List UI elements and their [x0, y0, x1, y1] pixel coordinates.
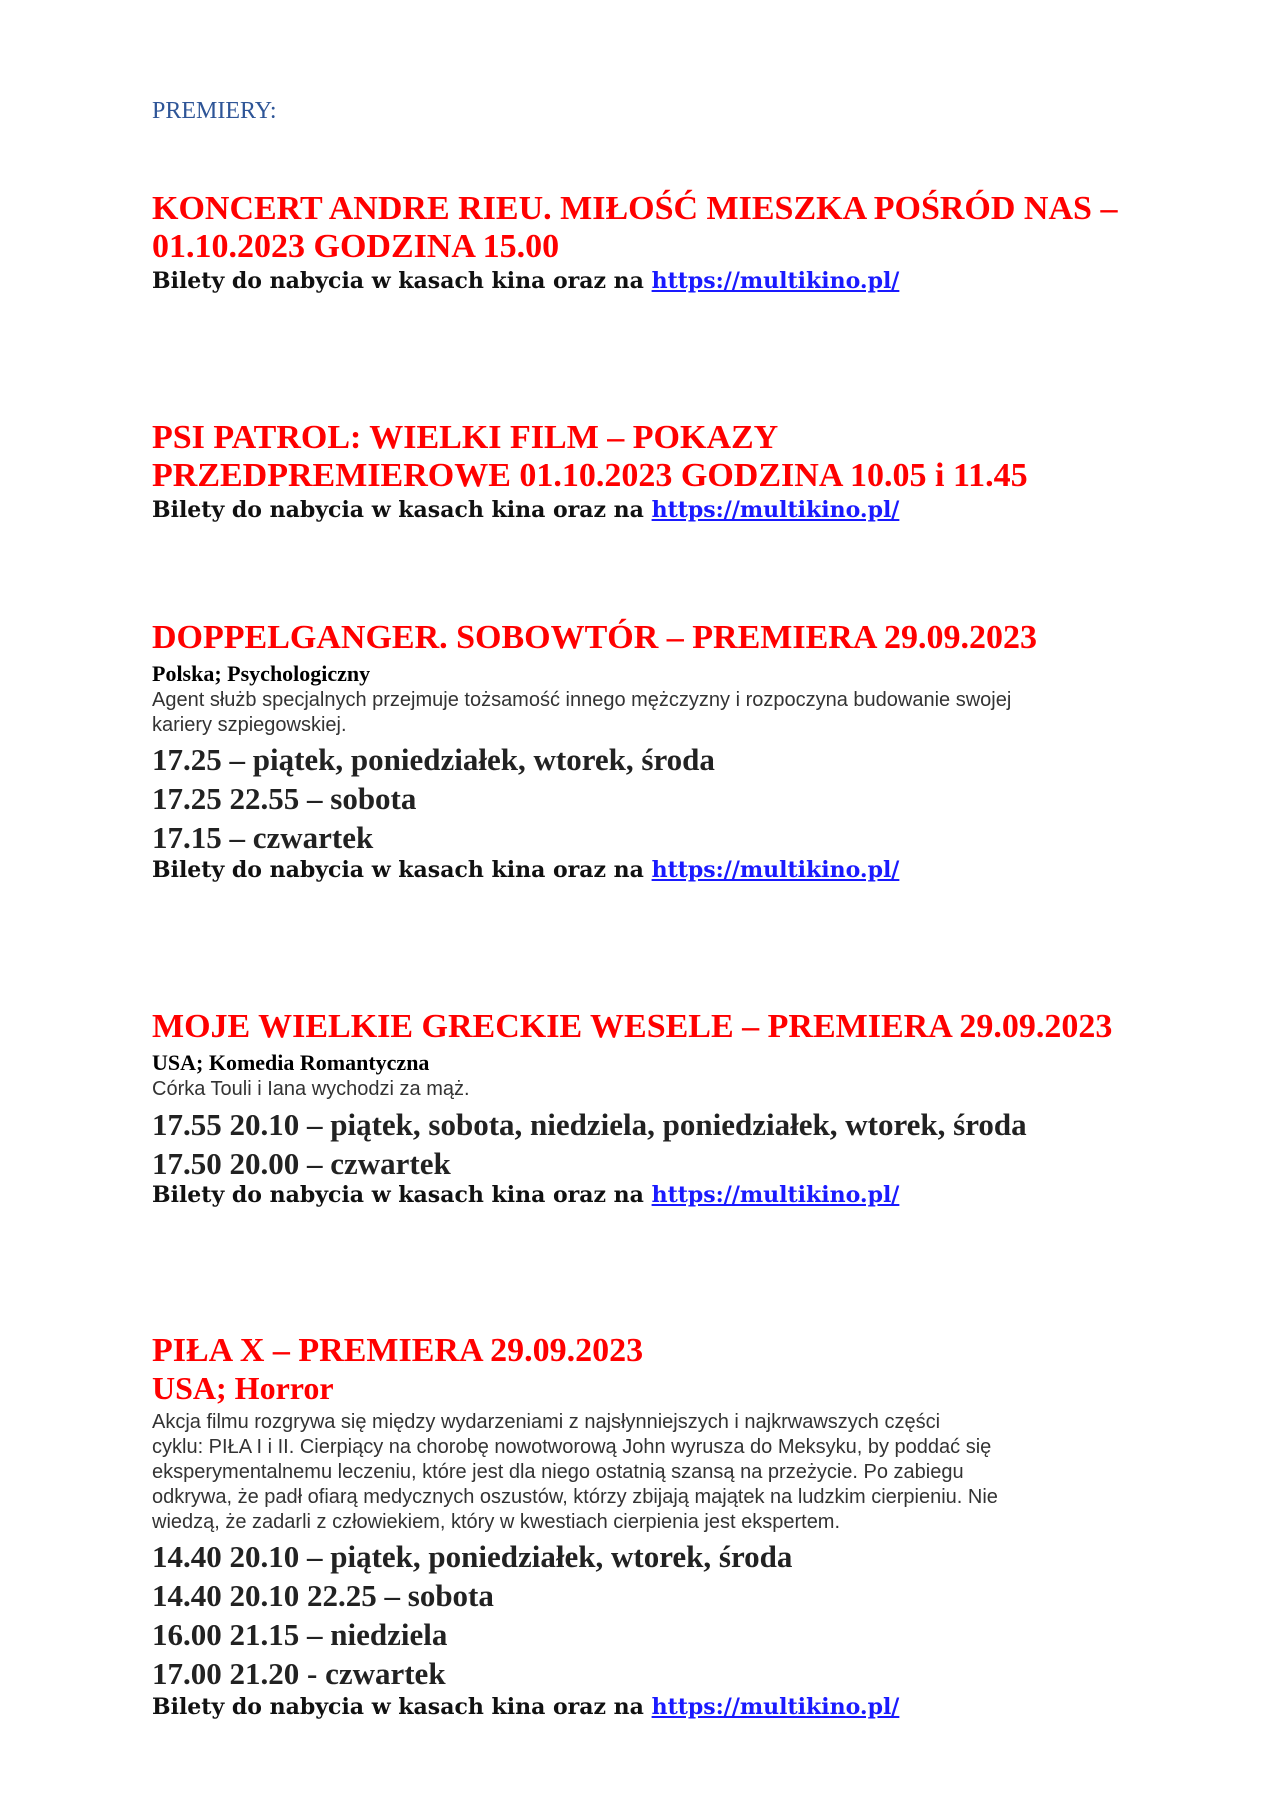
- tickets-link[interactable]: https://multikino.pl/: [651, 1694, 900, 1720]
- tickets-text: Bilety do nabycia w kasach kina oraz na: [152, 857, 652, 883]
- event-description: [152, 1410, 1152, 1535]
- description-line: Akcja filmu rozgrywa się między wydarzeniami z najsłynniejszych i najkrwawszych części: [152, 1411, 941, 1433]
- description-line: odkrywa, że padł ofiarą medycznych oszustów, którzy zbijają majątek na ludzkim cierpieniu. Nie: [152, 1486, 998, 1508]
- event-genre: USA; Horror: [152, 1370, 334, 1406]
- description-line: eksperymentalnemu leczeniu, które jest dla niego ostatnią szansą na przeżycie. Po zabiegu: [152, 1461, 964, 1483]
- showtime: 16.00 21.15 – niedziela: [152, 1617, 448, 1652]
- section-label: PREMIERY:: [152, 98, 277, 124]
- event-title-line: PRZEDPREMIEROWE 01.10.2023 GODZINA 10.05 i 11.45: [152, 457, 1028, 494]
- showtime: 17.50 20.00 – czwartek: [152, 1146, 451, 1181]
- tickets-text: Bilety do nabycia w kasach kina oraz na: [152, 1694, 652, 1720]
- showtime: 14.40 20.10 22.25 – sobota: [152, 1578, 494, 1613]
- tickets-line: [152, 1694, 899, 1720]
- showtime: 17.15 – czwartek: [152, 820, 374, 855]
- description-line: cyklu: PIŁA I i II. Cierpiący na chorobę nowotworową John wyrusza do Meksyku, by poddać się: [152, 1436, 992, 1458]
- showtime: 17.25 22.55 – sobota: [152, 781, 417, 816]
- showtime: 17.55 20.10 – piątek, sobota, niedziela, poniedziałek, wtorek, środa: [152, 1107, 1027, 1142]
- event-title-line: 01.10.2023 GODZINA 15.00: [152, 228, 560, 265]
- tickets-text: Bilety do nabycia w kasach kina oraz na: [152, 497, 652, 523]
- tickets-text: Bilety do nabycia w kasach kina oraz na: [152, 1182, 652, 1208]
- event-description: [152, 688, 1152, 738]
- event-title-line: PSI PATROL: WIELKI FILM – POKAZY: [152, 419, 779, 456]
- showtime: 14.40 20.10 – piątek, poniedziałek, wtorek, środa: [152, 1539, 793, 1574]
- description-line: wiedzą, że zadarli z człowiekiem, który w kwestiach cierpienia jest ekspertem.: [152, 1511, 841, 1533]
- event-description: [152, 1077, 1152, 1102]
- event-title-line: MOJE WIELKIE GRECKIE WESELE – PREMIERA 29.09.2023: [152, 1008, 1113, 1045]
- tickets-link[interactable]: https://multikino.pl/: [651, 857, 900, 883]
- tickets-link[interactable]: https://multikino.pl/: [651, 268, 900, 294]
- tickets-link[interactable]: https://multikino.pl/: [651, 1182, 900, 1208]
- event-title-line: DOPPELGANGER. SOBOWTÓR – PREMIERA 29.09.2023: [152, 619, 1038, 656]
- tickets-line: [152, 857, 899, 883]
- tickets-line: [152, 268, 899, 294]
- showtime: 17.25 – piątek, poniedziałek, wtorek, środa: [152, 742, 715, 777]
- tickets-line: [152, 1182, 899, 1208]
- event-title-line: KONCERT ANDRE RIEU. MIŁOŚĆ MIESZKA POŚRÓD NAS –: [152, 190, 1118, 227]
- description-line: kariery szpiegowskiej.: [152, 714, 347, 736]
- event-title-line: PIŁA X – PREMIERA 29.09.2023: [152, 1332, 644, 1369]
- tickets-link[interactable]: https://multikino.pl/: [651, 497, 900, 523]
- description-line: Agent służb specjalnych przejmuje tożsamość innego mężczyzny i rozpoczyna budowanie swojej: [152, 689, 1012, 711]
- showtime: 17.00 21.20 - czwartek: [152, 1656, 446, 1691]
- event-genre: USA; Komedia Romantyczna: [152, 1050, 430, 1075]
- tickets-line: [152, 497, 899, 523]
- event-genre: Polska; Psychologiczny: [152, 661, 371, 686]
- tickets-text: Bilety do nabycia w kasach kina oraz na: [152, 268, 652, 294]
- description-line: Córka Touli i Iana wychodzi za mąż.: [152, 1078, 470, 1100]
